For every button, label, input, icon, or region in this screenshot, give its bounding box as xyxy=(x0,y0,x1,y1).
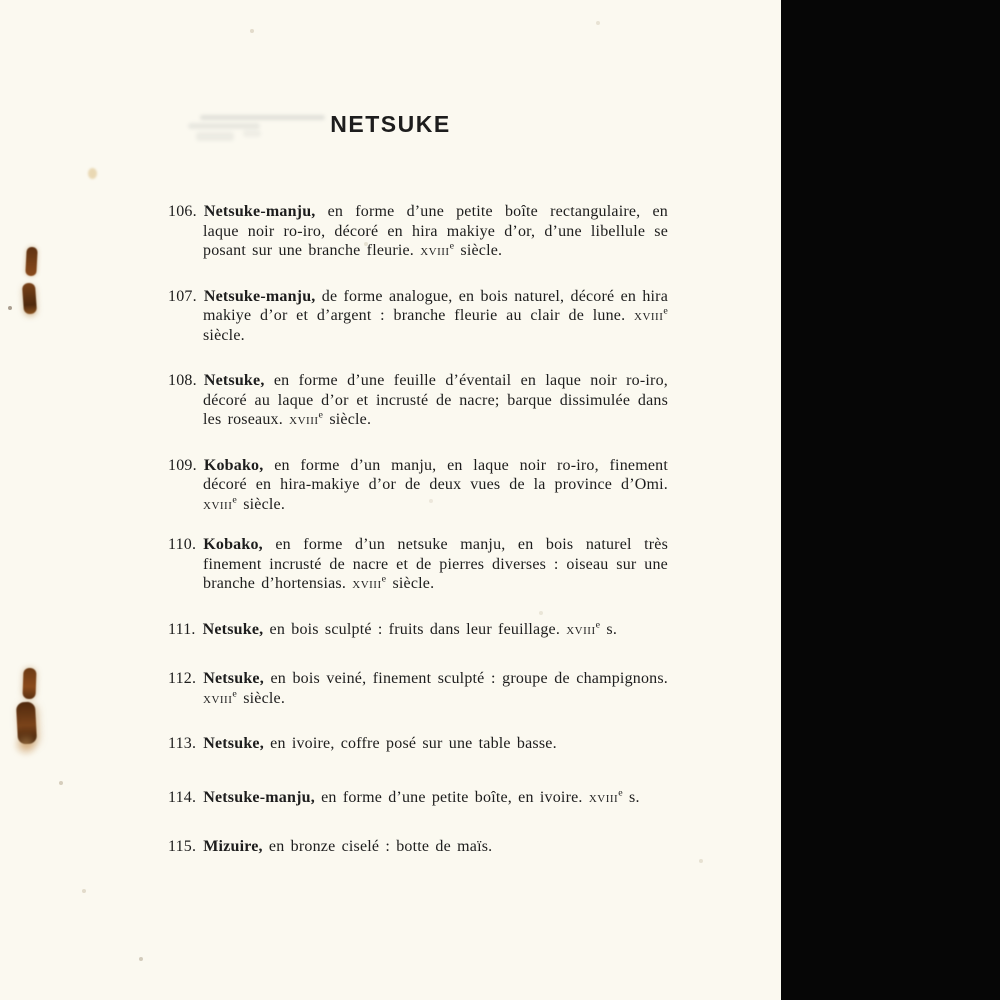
catalog-entry xyxy=(168,287,668,346)
entry-body: en forme d’un manju, en laque noir ro-iro, finement décoré en hira-makiye d’or de deux vues de la province d’Omi. xviii$^e$ siècle. xyxy=(203,456,668,513)
catalog-entry xyxy=(168,620,668,640)
catalog-entry xyxy=(168,734,668,754)
entry-lead: Netsuke, xyxy=(203,372,265,389)
paper-spot xyxy=(88,168,97,179)
entry-lead: Netsuke-manju, xyxy=(203,788,315,806)
catalog-entry xyxy=(168,456,668,515)
entry-number: 109. xyxy=(168,456,197,474)
entry-lead: Kobako, xyxy=(203,536,263,553)
entry-number: 107. xyxy=(168,287,197,305)
scan-black-strip xyxy=(781,0,1000,1000)
rust-stain xyxy=(22,283,37,315)
entry-body: en ivoire, coffre posé sur une table basse. xyxy=(263,735,557,752)
entry-number: 110. xyxy=(168,536,197,553)
entry-body: en forme d’une petite boîte, en ivoire. xviii$^e$ s. xyxy=(314,787,640,806)
entry-lead: Netsuke, xyxy=(203,735,264,752)
catalog-entries xyxy=(168,186,668,883)
entry-number: 115. xyxy=(168,838,197,855)
entry-number: 111. xyxy=(168,620,196,638)
entry-lead: Mizuire, xyxy=(203,838,263,855)
page-title: NETSUKE xyxy=(330,111,451,137)
entry-body: en bois veiné, finement sculpté : groupe de champignons. xviii$^e$ siècle. xyxy=(203,670,668,707)
catalog-entry xyxy=(168,669,668,708)
entry-body: en forme d’une petite boîte rectangulaire, en laque noir ro-iro, décoré en hira makiye d’or, d’une libellule se posant sur une branche fleurie. xviii$^e$ siècle. xyxy=(203,203,668,259)
rust-stain xyxy=(22,668,36,699)
entry-lead: Netsuke, xyxy=(202,620,264,638)
entry-lead: Kobako, xyxy=(203,456,264,474)
entry-number: 106. xyxy=(168,203,197,220)
paper-specks xyxy=(0,0,2,2)
entry-lead: Netsuke, xyxy=(203,670,264,687)
entry-number: 114. xyxy=(168,788,197,806)
entry-lead: Netsuke-manju, xyxy=(203,203,316,220)
entry-number: 113. xyxy=(168,735,197,752)
rust-stain xyxy=(25,247,38,277)
catalog-entry xyxy=(168,788,668,808)
entry-body: en forme d’un netsuke manju, en bois naturel très finement incrusté de nacre et de pierres diverses : oiseau sur une branche d’hortensias. xviii$^e$ siècle. xyxy=(203,536,668,592)
entry-body: en forme d’une feuille d’éventail en laque noir ro-iro, décoré au laque d’or et incrusté de nacre; barque dissimulée dans les roseaux. xviii$^e$ siècle. xyxy=(203,372,668,428)
catalog-entry xyxy=(168,202,668,261)
catalog-entry xyxy=(168,371,668,430)
catalog-entry xyxy=(168,535,668,594)
entry-lead: Netsuke-manju, xyxy=(203,287,316,305)
rust-stain-halo xyxy=(13,733,39,757)
entry-number: 108. xyxy=(168,372,197,389)
catalog-entry xyxy=(168,837,668,857)
entry-body: en bois sculpté : fruits dans leur feuillage. xviii$^e$ s. xyxy=(263,619,618,638)
entry-body: de forme analogue, en bois naturel, décoré en hira makiye d’or et d’argent : branche fleurie au clair de lune. xviii$^e$ siècle. xyxy=(203,287,668,344)
entry-body: en bronze ciselé : botte de maïs. xyxy=(262,838,493,855)
entry-number: 112. xyxy=(168,670,197,687)
